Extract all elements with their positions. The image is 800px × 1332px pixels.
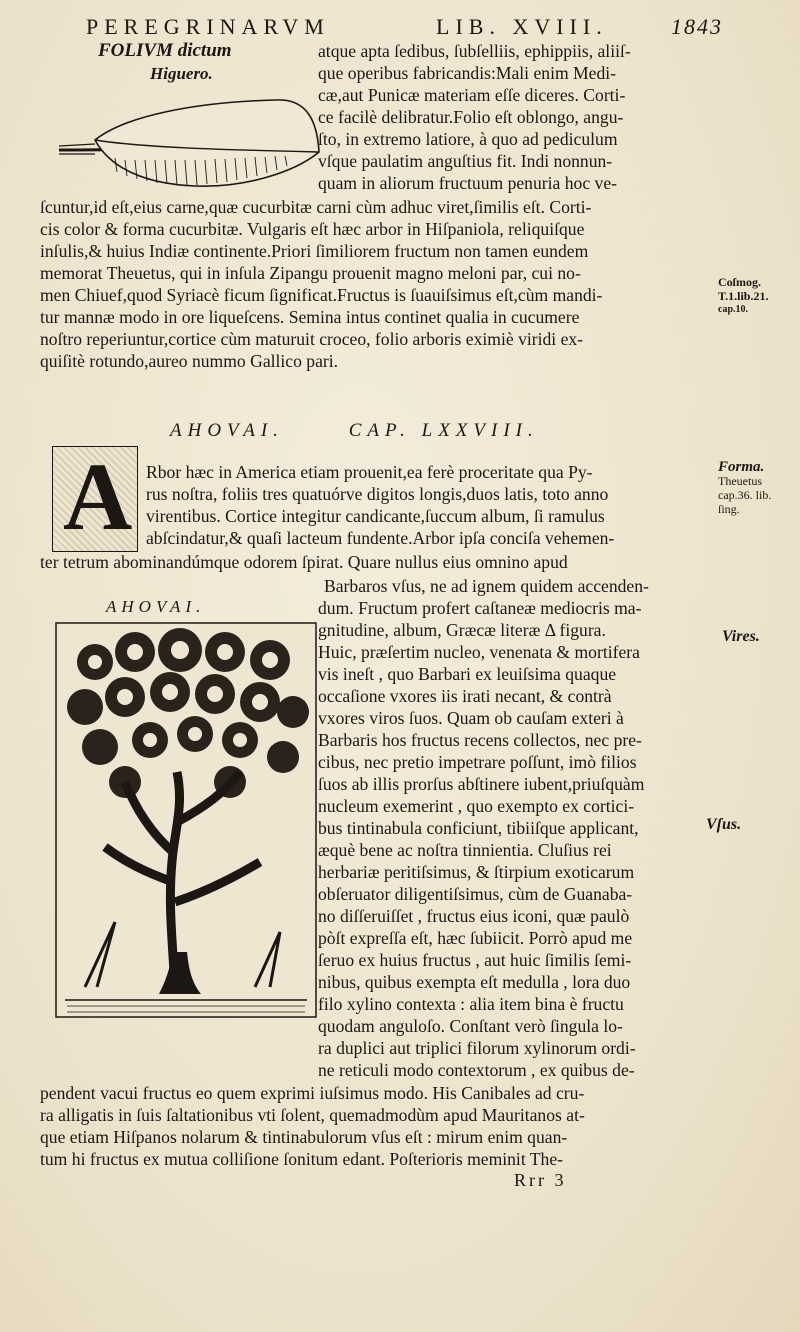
text-line: ra alligatis in ſuis ſaltationibus vti ſolent, quemadmodùm apud Mauritanos at- (40, 1105, 585, 1125)
text-line: Huic, præſertim nucleo, venenata & mortifera (318, 642, 640, 662)
text-line: abſcindatur,& quaſi lacteum fundente.Arbor ipſa conciſa vehemen- (146, 528, 615, 548)
leaf-woodcut-illustration (55, 88, 325, 198)
ahovai-tree-woodcut (55, 622, 317, 1018)
text-line: vſque paulatim anguſtius fit. Indi nonnun- (318, 151, 613, 171)
margin-note-vsus: Vſus. (706, 816, 742, 833)
text-line: Barbaros vſus, ne ad ignem quidem accenden- (324, 576, 649, 596)
header-book-number: LIB. XVIII. (436, 14, 608, 39)
header-book-title: PEREGRINARVM (86, 14, 330, 39)
figure-caption: AHOVAI. (106, 597, 206, 616)
text-line: inſulis,& huius Indiæ continente.Priori ſimiliorem fructum non tamen eundem (40, 241, 589, 261)
text-line: Barbaris hos fructus recens collectos, nec pre- (318, 730, 642, 750)
text-line: cæ,aut Punicæ materiam eſſe diceres. Corti- (318, 85, 626, 105)
text-line: nucleum exemerint , quo exempto ex cortici- (318, 796, 635, 816)
text-line: occaſione vxores iis irati necant, & contrà (318, 686, 612, 706)
text-line: quiſitè rotundo,aureo nummo Gallico pari. (40, 351, 339, 371)
text-line: ce facilè delibratur.Folio eſt oblongo, angu- (318, 107, 624, 127)
text-line: pòſt expreſſa eſt, hæc ſubiicit. Porrò apud me (318, 928, 633, 948)
text-line: noſtro reperiuntur,cortice cùm maturuit croceo, folio arboris eximiè viridi ex- (40, 329, 584, 349)
text-line: obſeruator diligentiſsimus, cùm de Guanaba- (318, 884, 633, 904)
text-line: nibus, quibus exempta eſt medulla , lora duo (318, 972, 631, 992)
text-line: dum. Fructum profert caſtaneæ mediocris ma- (318, 598, 642, 618)
text-line: vxores viros ſuos. Quam ob cauſam exteri à (318, 708, 624, 728)
text-line: vis ineſt , quo Barbari ex leuiſsima quaque (318, 664, 617, 684)
text-line: ne reticuli modo contextorum , ex quibus de- (318, 1060, 635, 1080)
text-line: virentibus. Cortice integitur candicante,ſuccum album, ſi ramulus (146, 506, 605, 526)
text-line: gnitudine, album, Græcæ literæ Δ figura. (318, 620, 606, 640)
text-line: que etiam Hiſpanos nolarum & tintinabulorum vſus eſt : mirum enim quan- (40, 1127, 568, 1147)
text-line: tum hi fructus ex mutua colliſione ſonitum edant. Poſterioris meminit The- (40, 1149, 564, 1169)
text-line: que operibus fabricandis:Mali enim Medi- (318, 63, 617, 83)
text-line: ra duplici aut triplici filorum xylinorum ordi- (318, 1038, 636, 1058)
text-line: cis color & forma cucurbitæ. Vulgaris eſt hæc arbor in Hiſpaniola, reliquiſque (40, 219, 585, 239)
margin-note-cosmog: Coſmog. T.1.lib.21. cap.10. (718, 275, 769, 315)
text-line: bus tintinabula conficiunt, tibiiſque applicant, (318, 818, 639, 838)
margin-note-vires: Vires. (722, 628, 760, 645)
text-line: pendent vacui fructus eo quem exprimi iuſsimus modo. His Canibales ad cru- (40, 1083, 585, 1103)
drop-cap-frame (52, 443, 138, 552)
text-line: cibus, nec pretio impetrare poſſunt, imò filios (318, 752, 637, 772)
drop-cap-letter: A (63, 443, 133, 550)
text-line: rus noſtra, foliis tres quatuórve digitos longis,duos latis, toto anno (146, 484, 609, 504)
text-line: æquè bene ac noſtra tinnientia. Cluſius rei (318, 840, 612, 860)
text-line: ſcuntur,id eſt,eius carne,quæ cucurbitæ carni cùm adhuc viret,ſimilis eſt. Corti- (40, 197, 592, 217)
text-line: men Chiuef,quod Syriacè ficum ſignificat.Fructus is ſuauiſsimus eſt,cùm mandi- (40, 285, 603, 305)
text-line: atque apta ſedibus, ſubſelliis, ephippiis, aliiſ- (318, 41, 631, 61)
text-line: ſto, in extremo latiore, à quo ad pediculum (318, 129, 618, 149)
margin-note-forma: Forma. Theuetus cap.36. lib. ſing. (718, 459, 772, 516)
text-line: ſuos ab illis prorſus abſtinere iubent,priuſquàm (318, 774, 645, 794)
signature-mark: Rrr 3 (514, 1170, 567, 1190)
text-line: ter tetrum abominandúmque odorem ſpirat. Quare nullus eius omnino apud (40, 552, 568, 572)
chapter-number: CAP. LXXVIII. (348, 420, 539, 441)
chapter-name: AHOVAI. (170, 420, 284, 441)
chapter-title (170, 420, 539, 442)
text-line: ſeruo ex huius fructus , aut huic ſimilis ſemi- (318, 950, 632, 970)
text-line: memorat Theuetus, qui in inſula Zipangu prouenit magno meloni par, cui no- (40, 263, 581, 283)
text-line: filo xylino contexta : alia item bina è fructu (318, 994, 624, 1014)
text-line: quodam anguloſo. Conſtant verò ſingula lo- (318, 1016, 623, 1036)
leaf-caption-line1: FOLIVM dictum (98, 40, 232, 61)
text-line: no diſſeruiſſet , fructus eius iconi, quæ paulò (318, 906, 630, 926)
text-line: quam in aliorum fructuum penuria hoc ve- (318, 173, 617, 193)
text-line: herbariæ peritiſsimus, & ſtirpium exoticarum (318, 862, 635, 882)
text-line: tur mannæ modo in ore liqueſcens. Semina intus continet qualia in cucumere (40, 307, 580, 327)
page-number: 1843 (671, 14, 723, 39)
text-line: Rbor hæc in America etiam prouenit,ea ferè proceritate qua Py- (146, 462, 593, 482)
leaf-caption-line2: Higuero. (150, 64, 213, 83)
